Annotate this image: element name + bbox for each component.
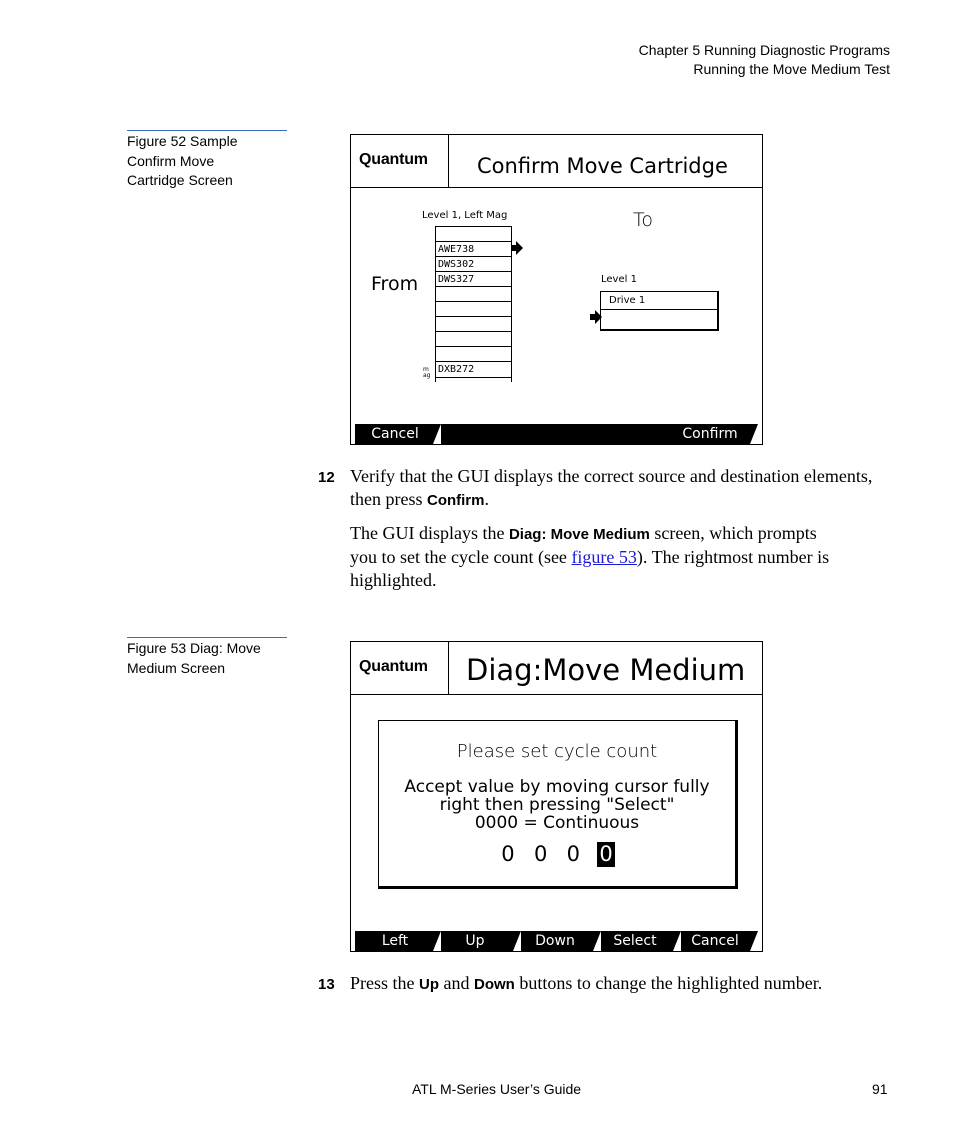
- dialog-prompt: Please set cycle count: [456, 741, 658, 762]
- dialog-instruction: Accept value by moving cursor fully: [404, 777, 710, 797]
- screen-title: Confirm Move Cartridge: [477, 154, 728, 178]
- destination-slot: Drive 1: [601, 292, 717, 310]
- up-button[interactable]: Up: [465, 933, 485, 949]
- magazine-slot: [436, 347, 511, 362]
- magazine-slot: DXB272: [436, 362, 511, 378]
- step-number: 12: [318, 469, 335, 486]
- magazine-slot: [436, 227, 511, 242]
- source-arrow-icon: [511, 241, 523, 255]
- screen-title: Diag:Move Medium: [466, 653, 746, 687]
- step-text-part: screen, which prompts you to set the cycle count (see: [350, 523, 817, 567]
- step-text: [350, 972, 850, 996]
- quantum-logo: Quantum: [359, 658, 428, 675]
- magazine-slot: [436, 302, 511, 317]
- divider: [448, 135, 449, 187]
- figure-52-caption: [127, 130, 287, 191]
- step-number: 13: [318, 976, 335, 993]
- figure-53-caption: [127, 637, 287, 678]
- magazine-slot: DWS302: [436, 257, 511, 272]
- cancel-button[interactable]: Cancel: [691, 933, 739, 949]
- select-button[interactable]: Select: [613, 933, 657, 949]
- confirm-term: Confirm: [426, 492, 485, 509]
- destination-arrow-icon: [590, 310, 602, 324]
- cycle-count-digits: [379, 842, 735, 867]
- cycle-count-dialog: [378, 720, 738, 889]
- left-button[interactable]: Left: [381, 933, 409, 949]
- magazine-slot-column: [435, 226, 512, 382]
- softkey-notch: [750, 424, 758, 444]
- cycle-digit-highlighted[interactable]: 0: [597, 842, 615, 867]
- softkey-bar: [355, 931, 758, 951]
- dialog-instruction: right then pressing "Select": [439, 795, 675, 815]
- step-text-part: and: [439, 973, 474, 993]
- magazine-slot: [436, 287, 511, 302]
- step-text: [350, 465, 890, 512]
- destination-label: Level 1: [601, 274, 637, 285]
- cycle-digit[interactable]: 0: [566, 842, 581, 866]
- confirm-move-cartridge-screen: [350, 134, 763, 445]
- step-text-part: .: [484, 489, 489, 509]
- caption-line: Cartridge Screen: [127, 172, 233, 188]
- magazine-slot: [436, 332, 511, 347]
- softkey-notch: [750, 931, 758, 951]
- screen-name-term: Diag: Move Medium: [508, 526, 650, 543]
- running-header: [639, 41, 890, 79]
- from-label: From: [371, 273, 419, 295]
- magazine-slot: AWE738: [436, 242, 511, 257]
- step-text-part: Press the: [350, 973, 419, 993]
- figure-53-link[interactable]: figure 53: [571, 547, 637, 567]
- softkey-bar: [355, 424, 758, 444]
- confirm-button[interactable]: Confirm: [682, 426, 738, 442]
- caption-line: Medium Screen: [127, 659, 226, 676]
- magazine-label: Level 1, Left Mag: [422, 210, 508, 221]
- magazine-slot: DWS327: [436, 272, 511, 287]
- down-button[interactable]: Down: [535, 933, 575, 949]
- step-paragraph: [350, 522, 830, 592]
- destination-box: [600, 291, 719, 331]
- divider: [448, 642, 449, 694]
- step-text-part: Verify that the GUI displays the correct source and destination elements, then press: [350, 466, 873, 509]
- screen-title-bar: [351, 135, 762, 188]
- magazine-slot: [436, 317, 511, 332]
- destination-slot: [601, 310, 717, 328]
- footer-guide-title: ATL M-Series User’s Guide: [412, 1081, 582, 1097]
- step-text-part: buttons to change the highlighted number.: [514, 973, 823, 993]
- cycle-digit[interactable]: 0: [501, 842, 515, 866]
- screen-title-bar: [351, 642, 762, 695]
- up-term: Up: [419, 976, 439, 993]
- chapter-title: Chapter 5 Running Diagnostic Programs: [638, 42, 890, 58]
- dialog-instruction: 0000 = Continuous: [474, 813, 640, 833]
- cycle-digit[interactable]: 0: [533, 842, 548, 866]
- softkey-notch: [433, 424, 441, 444]
- step-text-part: The GUI displays the: [350, 523, 509, 543]
- caption-line: Confirm Move: [127, 152, 215, 169]
- caption-line: Figure 53 Diag: Move: [127, 640, 261, 656]
- quantum-logo: Quantum: [359, 151, 428, 168]
- diag-move-medium-screen: [350, 641, 763, 952]
- cancel-button[interactable]: Cancel: [371, 426, 419, 442]
- section-title: Running the Move Medium Test: [693, 61, 890, 77]
- step-text-part: ). The rightmost number is highlighted.: [350, 547, 830, 590]
- caption-line: Figure 52 Sample: [127, 133, 238, 149]
- to-label: To: [633, 209, 654, 231]
- mag-side-label: mag: [423, 366, 431, 379]
- page-number: 91: [872, 1081, 888, 1097]
- down-term: Down: [474, 976, 515, 993]
